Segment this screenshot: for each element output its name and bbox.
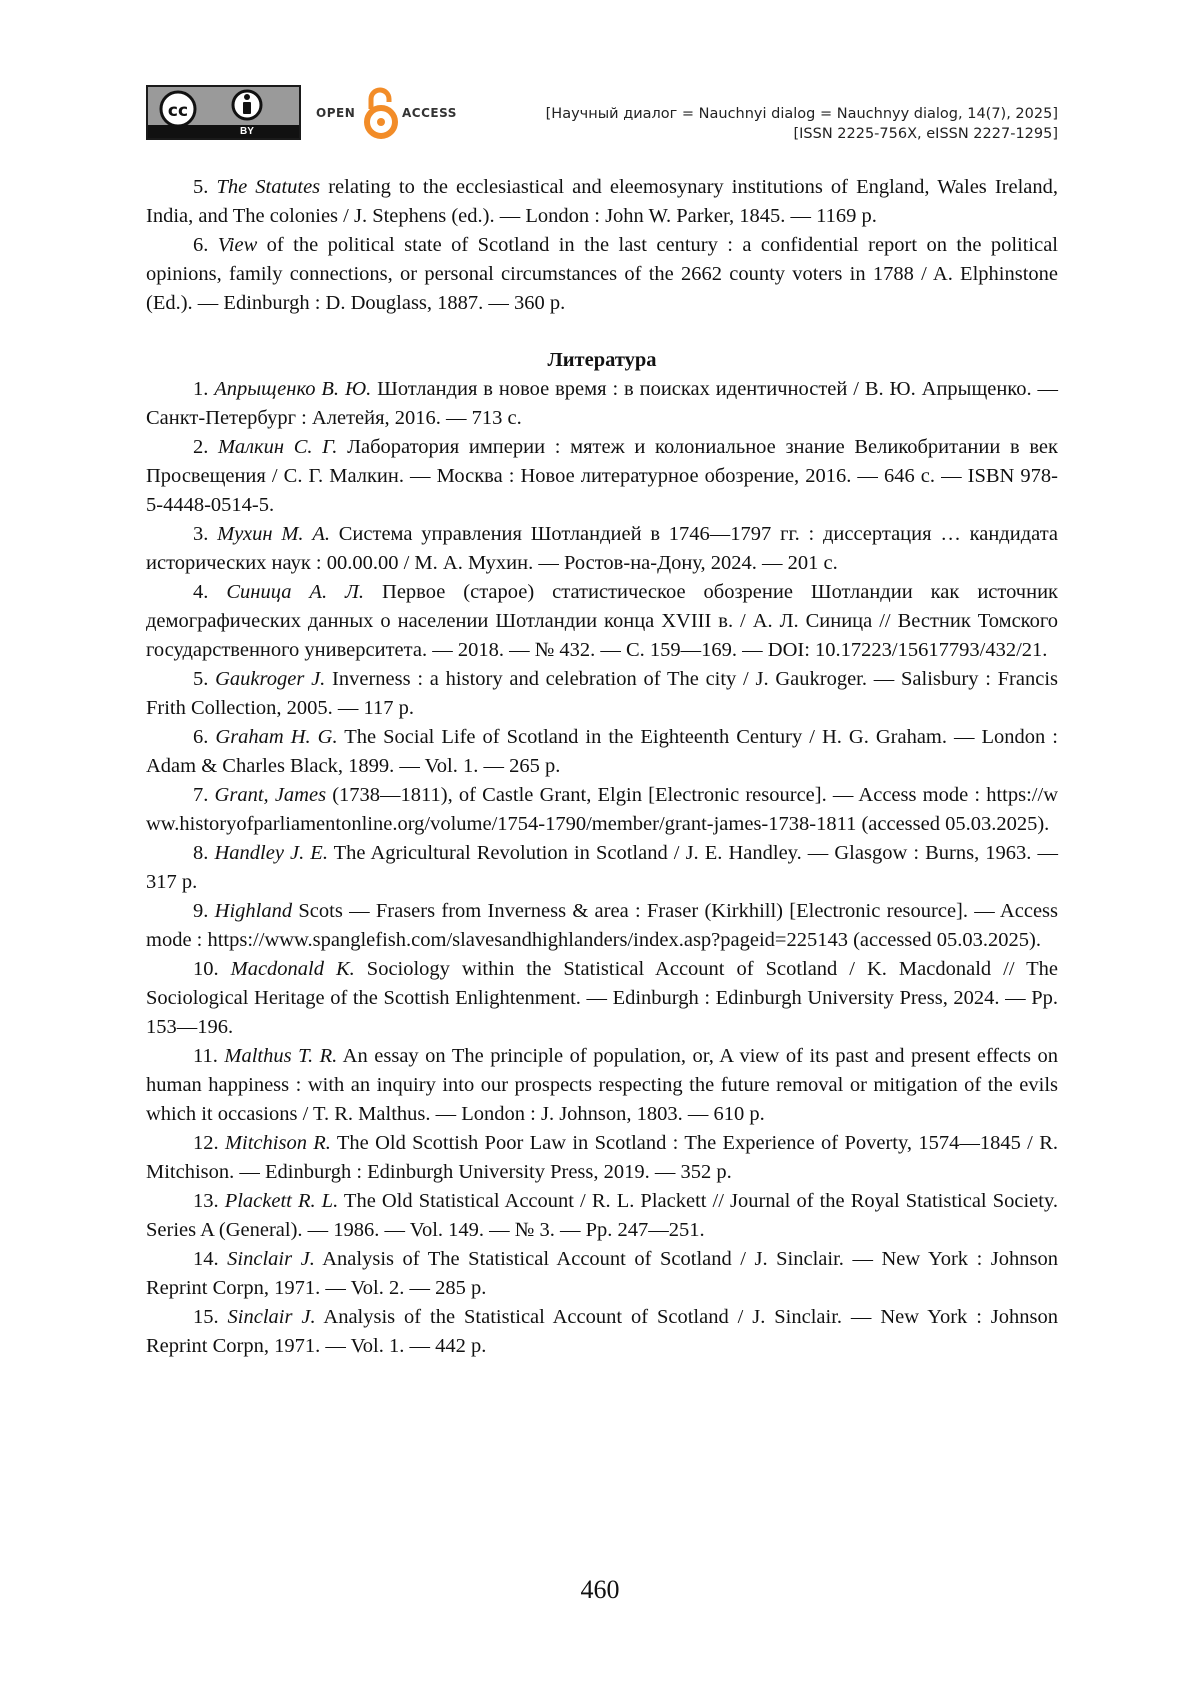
page-content: [146, 173, 1058, 1361]
cc-by-license-badge[interactable]: [146, 85, 301, 140]
reference-entry: 6. Graham H. G. The Social Life of Scotland in the Eighteenth Century / H. G. Graham. — London : Adam & Charles Black, 1899. — Vol. 1. — 265 p.: [146, 726, 1058, 777]
access-label: ACCESS: [402, 106, 457, 120]
page-number: 460: [580, 1575, 620, 1604]
cc-badge-bar: [148, 125, 299, 138]
literature-heading: Литература: [547, 349, 657, 371]
open-access-logo[interactable]: [316, 85, 466, 140]
reference-entry: 8. Handley J. E. The Agricultural Revolution in Scotland / J. E. Handley. — Glasgow : Burns, 1963. — 317 p.: [146, 842, 1059, 893]
svg-text:cc: cc: [167, 101, 189, 121]
reference-entry: 12. Mitchison R. The Old Scottish Poor Law in Scotland : The Experience of Poverty, 1574—1845 / R. Mitchison. — Edinburgh : Edinburgh University Press, 2019. — 352 p.: [146, 1132, 1058, 1183]
open-label: OPEN: [316, 106, 356, 120]
source-entry: 6. View of the political state of Scotland in the last century : a confidential report on the political opinions, family connections, or personal circumstances of the 2662 county voters in 1788 / A. Elphinstone (Ed.). — Edinburgh : D. Douglass, 1887. — 360 p.: [146, 234, 1058, 314]
journal-info: [546, 104, 1058, 144]
source-entry: 5. The Statutes relating to the ecclesiastical and eleemosynary institutions of England, Wales Ireland, India, and The colonies / J. Stephens (ed.). — London : John W. Parker, 1845. — 1169 p.: [146, 176, 1058, 227]
reference-entry: 9. Highland Scots — Frasers from Inverness & area : Fraser (Kirkhill) [Electronic resource]. — Access mode : https://www.spanglefish.com/slavesandhighlanders/index.asp?pageid=225143 (accessed 05.03.2025).: [146, 900, 1058, 951]
reference-entry: 3. Мухин М. А. Система управления Шотландией в 1746—1797 гг. : диссертация … кандидата исторических наук : 00.00.00 / М. А. Мухин. — Ростов-на-Дону, 2024. — 201 с.: [146, 523, 1059, 574]
cc-icon: [148, 87, 303, 129]
reference-entry: 10. Macdonald K. Sociology within the Statistical Account of Scotland / K. Macdonald // The Sociological Heritage of the Scottish Enlightenment. — Edinburgh : Edinburgh University Press, 2024. — Pp. 153—196.: [146, 958, 1059, 1038]
open-access-lock-icon: [362, 85, 400, 140]
journal-issn: [ISSN 2225-756X, eISSN 2227-1295]: [793, 126, 1058, 142]
reference-entry: 7. Grant, James (1738—1811), of Castle Grant, Elgin [Electronic resource]. — Access mode : https://www.historyofparliamentonline.org/volume/1754-1790/member/grant-james-1738-1811 (accessed 05.03.2025).: [146, 784, 1058, 835]
journal-citation: [Научный диалог = Nauchnyi dialog = Nauchnyy dialog, 14(7), 2025]: [545, 106, 1058, 122]
reference-entry: 14. Sinclair J. Analysis of The Statistical Account of Scotland / J. Sinclair. — New York : Johnson Reprint Corpn, 1971. — Vol. 2. — 285 p.: [146, 1248, 1059, 1299]
reference-entry: 1. Апрыщенко В. Ю. Шотландия в новое время : в поисках идентичностей / В. Ю. Апрыщенко. — Санкт-Петербург : Алетейя, 2016. — 713 с.: [146, 378, 1059, 429]
page-header: [146, 85, 1058, 145]
reference-entry: 4. Синица А. Л. Первое (старое) статистическое обозрение Шотландии как источник демографических данных о населении Шотландии конца XVIII в. / А. Л. Синица // Вестник Томского государственного университета. — 2018. — № 432. — С. 159—169. — DOI: 10.17223/15617793/432/21.: [146, 581, 1059, 661]
by-label: BY: [240, 126, 254, 137]
reference-entry: 11. Malthus T. R. An essay on The principle of population, or, A view of its past and present effects on human happiness : with an inquiry into our prospects respecting the future removal or mitigation of the evils which it occasions / T. R. Malthus. — London : J. Johnson, 1803. — 610 p.: [146, 1045, 1058, 1125]
reference-entry: 13. Plackett R. L. The Old Statistical Account / R. L. Plackett // Journal of the Royal Statistical Society. Series A (General). — 1986. — Vol. 149. — № 3. — Pp. 247—251.: [146, 1190, 1058, 1241]
reference-entry: 15. Sinclair J. Analysis of the Statistical Account of Scotland / J. Sinclair. — New York : Johnson Reprint Corpn, 1971. — Vol. 1. — 442 p.: [146, 1306, 1059, 1357]
reference-entry: 5. Gaukroger J. Inverness : a history and celebration of The city / J. Gaukroger. — Salisbury : Francis Frith Collection, 2005. — 117 p.: [146, 668, 1058, 719]
reference-entry: 2. Малкин С. Г. Лаборатория империи : мятеж и колониальное знание Великобритании в век Просвещения / С. Г. Малкин. — Москва : Новое литературное обозрение, 2016. — 646 с. — ISBN 978-5-4448-0514-5.: [146, 436, 1058, 516]
